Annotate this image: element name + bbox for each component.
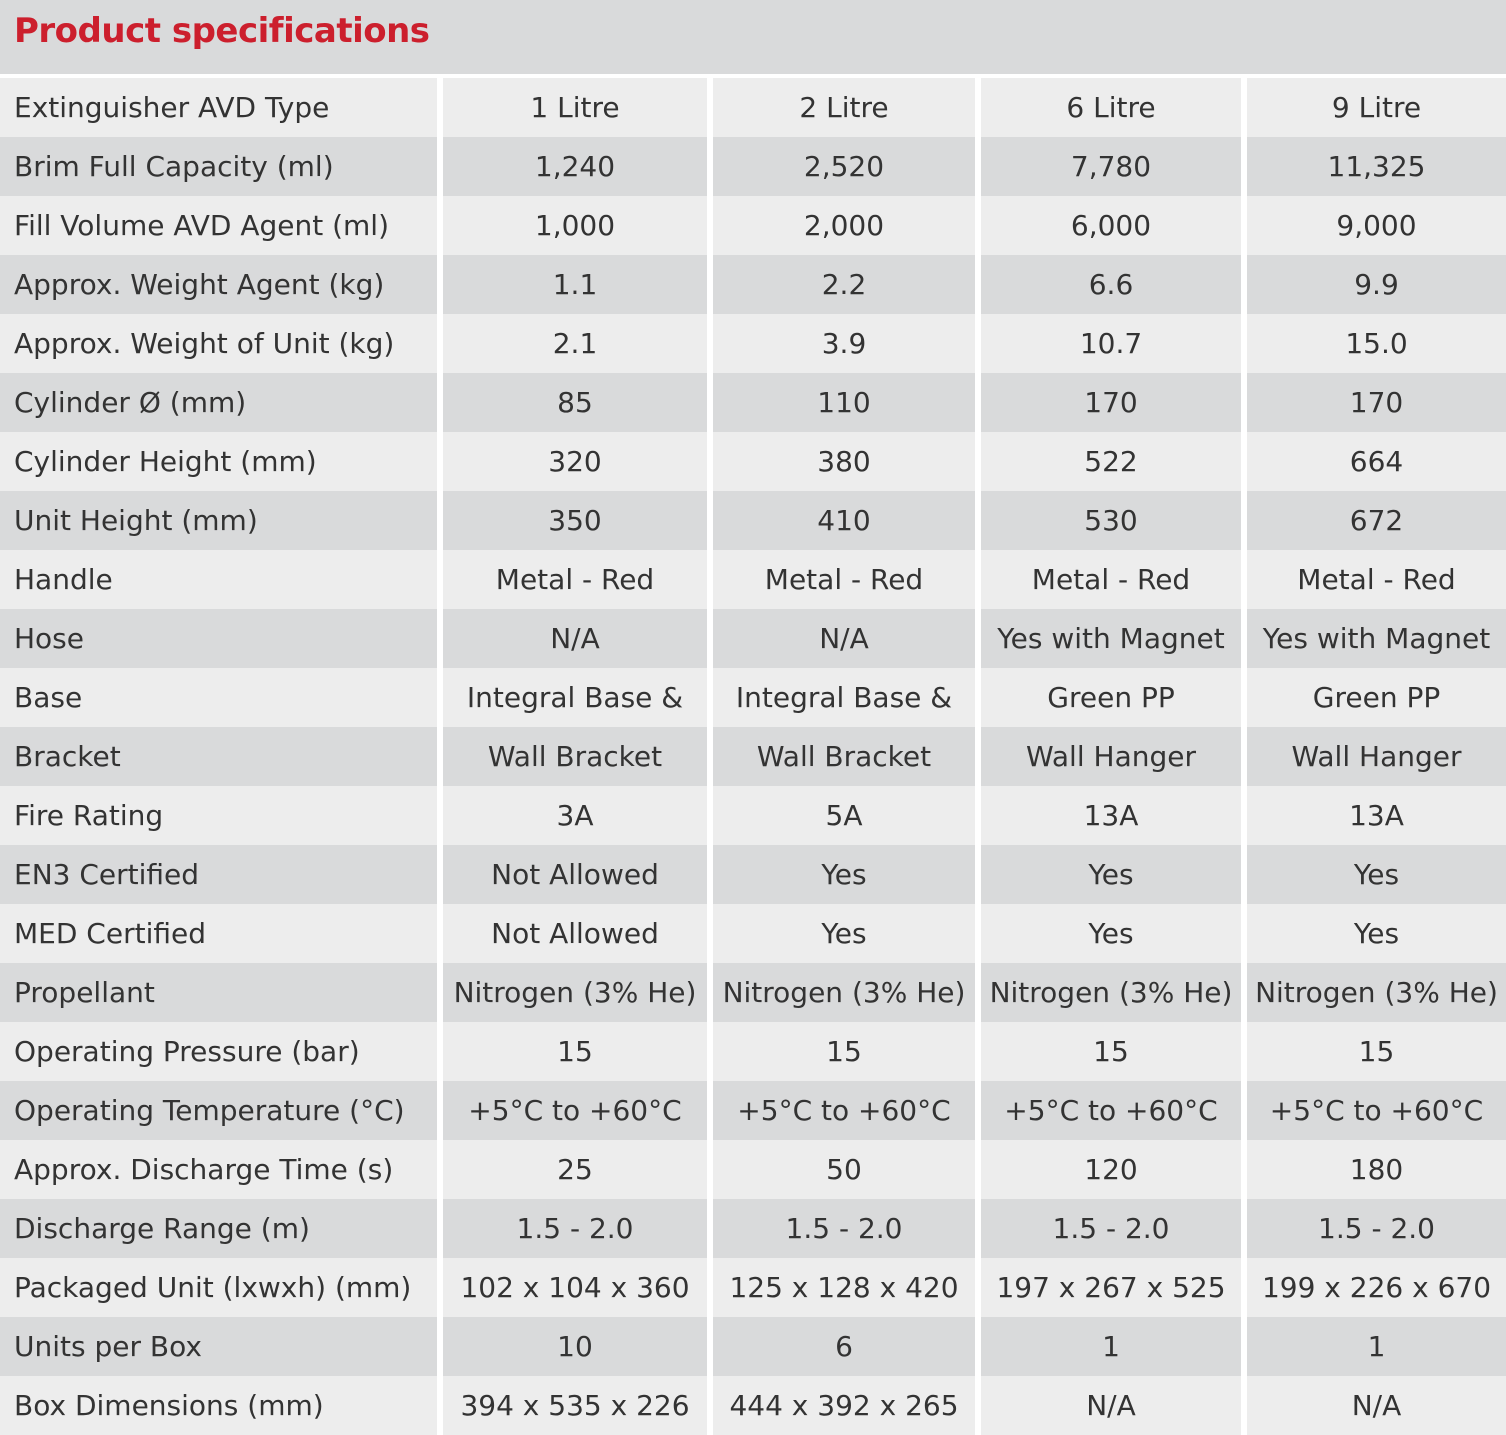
value-cell-1-litre: 350 <box>440 491 710 550</box>
value-cell-6-litre: N/A <box>978 1376 1244 1435</box>
value-cell-6-litre: 1 <box>978 1317 1244 1376</box>
value-cell-9-litre: 664 <box>1244 432 1506 491</box>
spec-label-cell: Propellant <box>0 963 440 1022</box>
value-cell-6-litre: Yes <box>978 845 1244 904</box>
spec-label-cell: Hose <box>0 609 440 668</box>
table-row <box>0 845 1506 904</box>
value-cell-9-litre: 1 <box>1244 1317 1506 1376</box>
value-cell-1-litre: 3A <box>440 786 710 845</box>
value-cell-1-litre: 85 <box>440 373 710 432</box>
value-cell-6-litre: 10.7 <box>978 314 1244 373</box>
value-cell-9-litre: 1.5 - 2.0 <box>1244 1199 1506 1258</box>
spec-label-cell: Cylinder Ø (mm) <box>0 373 440 432</box>
value-cell-6-litre: 7,780 <box>978 137 1244 196</box>
value-cell-1-litre: +5°C to +60°C <box>440 1081 710 1140</box>
header-cell-6-litre: 6 Litre <box>978 78 1244 137</box>
value-cell-6-litre: 530 <box>978 491 1244 550</box>
header-cell-2-litre: 2 Litre <box>710 78 978 137</box>
value-cell-2-litre: 110 <box>710 373 978 432</box>
specifications-table-body <box>0 78 1506 1435</box>
value-cell-9-litre: 180 <box>1244 1140 1506 1199</box>
header-cell-type-label: Extinguisher AVD Type <box>0 78 440 137</box>
table-row <box>0 314 1506 373</box>
value-cell-2-litre: 5A <box>710 786 978 845</box>
value-cell-9-litre: Yes <box>1244 845 1506 904</box>
value-cell-6-litre: 15 <box>978 1022 1244 1081</box>
spec-label-cell: Unit Height (mm) <box>0 491 440 550</box>
value-cell-1-litre: 10 <box>440 1317 710 1376</box>
value-cell-9-litre: 672 <box>1244 491 1506 550</box>
spec-label-cell: Fire Rating <box>0 786 440 845</box>
value-cell-6-litre: 6,000 <box>978 196 1244 255</box>
value-cell-1-litre: N/A <box>440 609 710 668</box>
value-cell-2-litre: 3.9 <box>710 314 978 373</box>
header-cell-9-litre: 9 Litre <box>1244 78 1506 137</box>
value-cell-6-litre: 197 x 267 x 525 <box>978 1258 1244 1317</box>
value-cell-1-litre: 2.1 <box>440 314 710 373</box>
value-cell-9-litre: +5°C to +60°C <box>1244 1081 1506 1140</box>
spec-label-cell: Base <box>0 668 440 727</box>
value-cell-2-litre: Yes <box>710 904 978 963</box>
value-cell-6-litre: 522 <box>978 432 1244 491</box>
value-cell-6-litre: 120 <box>978 1140 1244 1199</box>
table-row <box>0 432 1506 491</box>
spec-label-cell: Handle <box>0 550 440 609</box>
value-cell-2-litre: 1.5 - 2.0 <box>710 1199 978 1258</box>
value-cell-1-litre: Not Allowed <box>440 904 710 963</box>
value-cell-2-litre: Metal - Red <box>710 550 978 609</box>
value-cell-2-litre: 2,000 <box>710 196 978 255</box>
value-cell-2-litre: 125 x 128 x 420 <box>710 1258 978 1317</box>
table-row <box>0 1022 1506 1081</box>
value-cell-9-litre: Green PP <box>1244 668 1506 727</box>
spec-label-cell: Box Dimensions (mm) <box>0 1376 440 1435</box>
table-row <box>0 550 1506 609</box>
table-row <box>0 963 1506 1022</box>
value-cell-2-litre: Yes <box>710 845 978 904</box>
value-cell-6-litre: Green PP <box>978 668 1244 727</box>
value-cell-2-litre: 15 <box>710 1022 978 1081</box>
value-cell-9-litre: 15.0 <box>1244 314 1506 373</box>
value-cell-9-litre: 15 <box>1244 1022 1506 1081</box>
value-cell-9-litre: 170 <box>1244 373 1506 432</box>
value-cell-1-litre: 1.1 <box>440 255 710 314</box>
value-cell-1-litre: 1.5 - 2.0 <box>440 1199 710 1258</box>
value-cell-2-litre: 6 <box>710 1317 978 1376</box>
spec-label-cell: Packaged Unit (lxwxh) (mm) <box>0 1258 440 1317</box>
table-row <box>0 196 1506 255</box>
value-cell-9-litre: N/A <box>1244 1376 1506 1435</box>
spec-label-cell: MED Certified <box>0 904 440 963</box>
table-row <box>0 373 1506 432</box>
spec-label-cell: EN3 Certified <box>0 845 440 904</box>
value-cell-1-litre: Not Allowed <box>440 845 710 904</box>
table-row <box>0 137 1506 196</box>
header-cell-1-litre: 1 Litre <box>440 78 710 137</box>
spec-label-cell: Bracket <box>0 727 440 786</box>
specifications-table <box>0 78 1506 1435</box>
table-row <box>0 1376 1506 1435</box>
value-cell-2-litre: Wall Bracket <box>710 727 978 786</box>
value-cell-1-litre: Integral Base & <box>440 668 710 727</box>
value-cell-6-litre: Nitrogen (3% He) <box>978 963 1244 1022</box>
value-cell-6-litre: Wall Hanger <box>978 727 1244 786</box>
value-cell-6-litre: 13A <box>978 786 1244 845</box>
value-cell-2-litre: 410 <box>710 491 978 550</box>
table-row <box>0 1317 1506 1376</box>
value-cell-6-litre: 6.6 <box>978 255 1244 314</box>
value-cell-1-litre: Metal - Red <box>440 550 710 609</box>
table-row <box>0 727 1506 786</box>
value-cell-6-litre: 1.5 - 2.0 <box>978 1199 1244 1258</box>
table-row <box>0 1199 1506 1258</box>
value-cell-9-litre: Metal - Red <box>1244 550 1506 609</box>
value-cell-9-litre: 11,325 <box>1244 137 1506 196</box>
value-cell-1-litre: Wall Bracket <box>440 727 710 786</box>
value-cell-1-litre: Nitrogen (3% He) <box>440 963 710 1022</box>
value-cell-2-litre: N/A <box>710 609 978 668</box>
value-cell-1-litre: 1,000 <box>440 196 710 255</box>
value-cell-6-litre: 170 <box>978 373 1244 432</box>
value-cell-6-litre: Metal - Red <box>978 550 1244 609</box>
value-cell-9-litre: 13A <box>1244 786 1506 845</box>
spec-label-cell: Approx. Weight of Unit (kg) <box>0 314 440 373</box>
spec-label-cell: Units per Box <box>0 1317 440 1376</box>
value-cell-2-litre: 2.2 <box>710 255 978 314</box>
value-cell-6-litre: Yes <box>978 904 1244 963</box>
table-row <box>0 668 1506 727</box>
value-cell-9-litre: Yes with Magnet <box>1244 609 1506 668</box>
table-row <box>0 491 1506 550</box>
spec-label-cell: Approx. Discharge Time (s) <box>0 1140 440 1199</box>
value-cell-9-litre: 199 x 226 x 670 <box>1244 1258 1506 1317</box>
value-cell-2-litre: Integral Base & <box>710 668 978 727</box>
table-row <box>0 1140 1506 1199</box>
value-cell-6-litre: Yes with Magnet <box>978 609 1244 668</box>
spec-label-cell: Operating Temperature (°C) <box>0 1081 440 1140</box>
value-cell-2-litre: 2,520 <box>710 137 978 196</box>
spec-label-cell: Discharge Range (m) <box>0 1199 440 1258</box>
value-cell-9-litre: 9,000 <box>1244 196 1506 255</box>
value-cell-9-litre: 9.9 <box>1244 255 1506 314</box>
value-cell-1-litre: 394 x 535 x 226 <box>440 1376 710 1435</box>
value-cell-2-litre: 444 x 392 x 265 <box>710 1376 978 1435</box>
value-cell-2-litre: 50 <box>710 1140 978 1199</box>
page-title: Product specifications <box>14 11 430 51</box>
spec-label-cell: Cylinder Height (mm) <box>0 432 440 491</box>
table-row <box>0 786 1506 845</box>
value-cell-2-litre: 380 <box>710 432 978 491</box>
value-cell-1-litre: 1,240 <box>440 137 710 196</box>
value-cell-9-litre: Wall Hanger <box>1244 727 1506 786</box>
spec-label-cell: Approx. Weight Agent (kg) <box>0 255 440 314</box>
value-cell-6-litre: +5°C to +60°C <box>978 1081 1244 1140</box>
spec-label-cell: Fill Volume AVD Agent (ml) <box>0 196 440 255</box>
value-cell-2-litre: Nitrogen (3% He) <box>710 963 978 1022</box>
table-header-row <box>0 78 1506 137</box>
value-cell-1-litre: 15 <box>440 1022 710 1081</box>
value-cell-1-litre: 320 <box>440 432 710 491</box>
table-row <box>0 609 1506 668</box>
value-cell-9-litre: Yes <box>1244 904 1506 963</box>
title-bar <box>0 0 1506 74</box>
value-cell-9-litre: Nitrogen (3% He) <box>1244 963 1506 1022</box>
spec-label-cell: Brim Full Capacity (ml) <box>0 137 440 196</box>
table-row <box>0 1258 1506 1317</box>
value-cell-1-litre: 102 x 104 x 360 <box>440 1258 710 1317</box>
table-row <box>0 1081 1506 1140</box>
value-cell-1-litre: 25 <box>440 1140 710 1199</box>
table-row <box>0 904 1506 963</box>
value-cell-2-litre: +5°C to +60°C <box>710 1081 978 1140</box>
spec-label-cell: Operating Pressure (bar) <box>0 1022 440 1081</box>
table-row <box>0 255 1506 314</box>
